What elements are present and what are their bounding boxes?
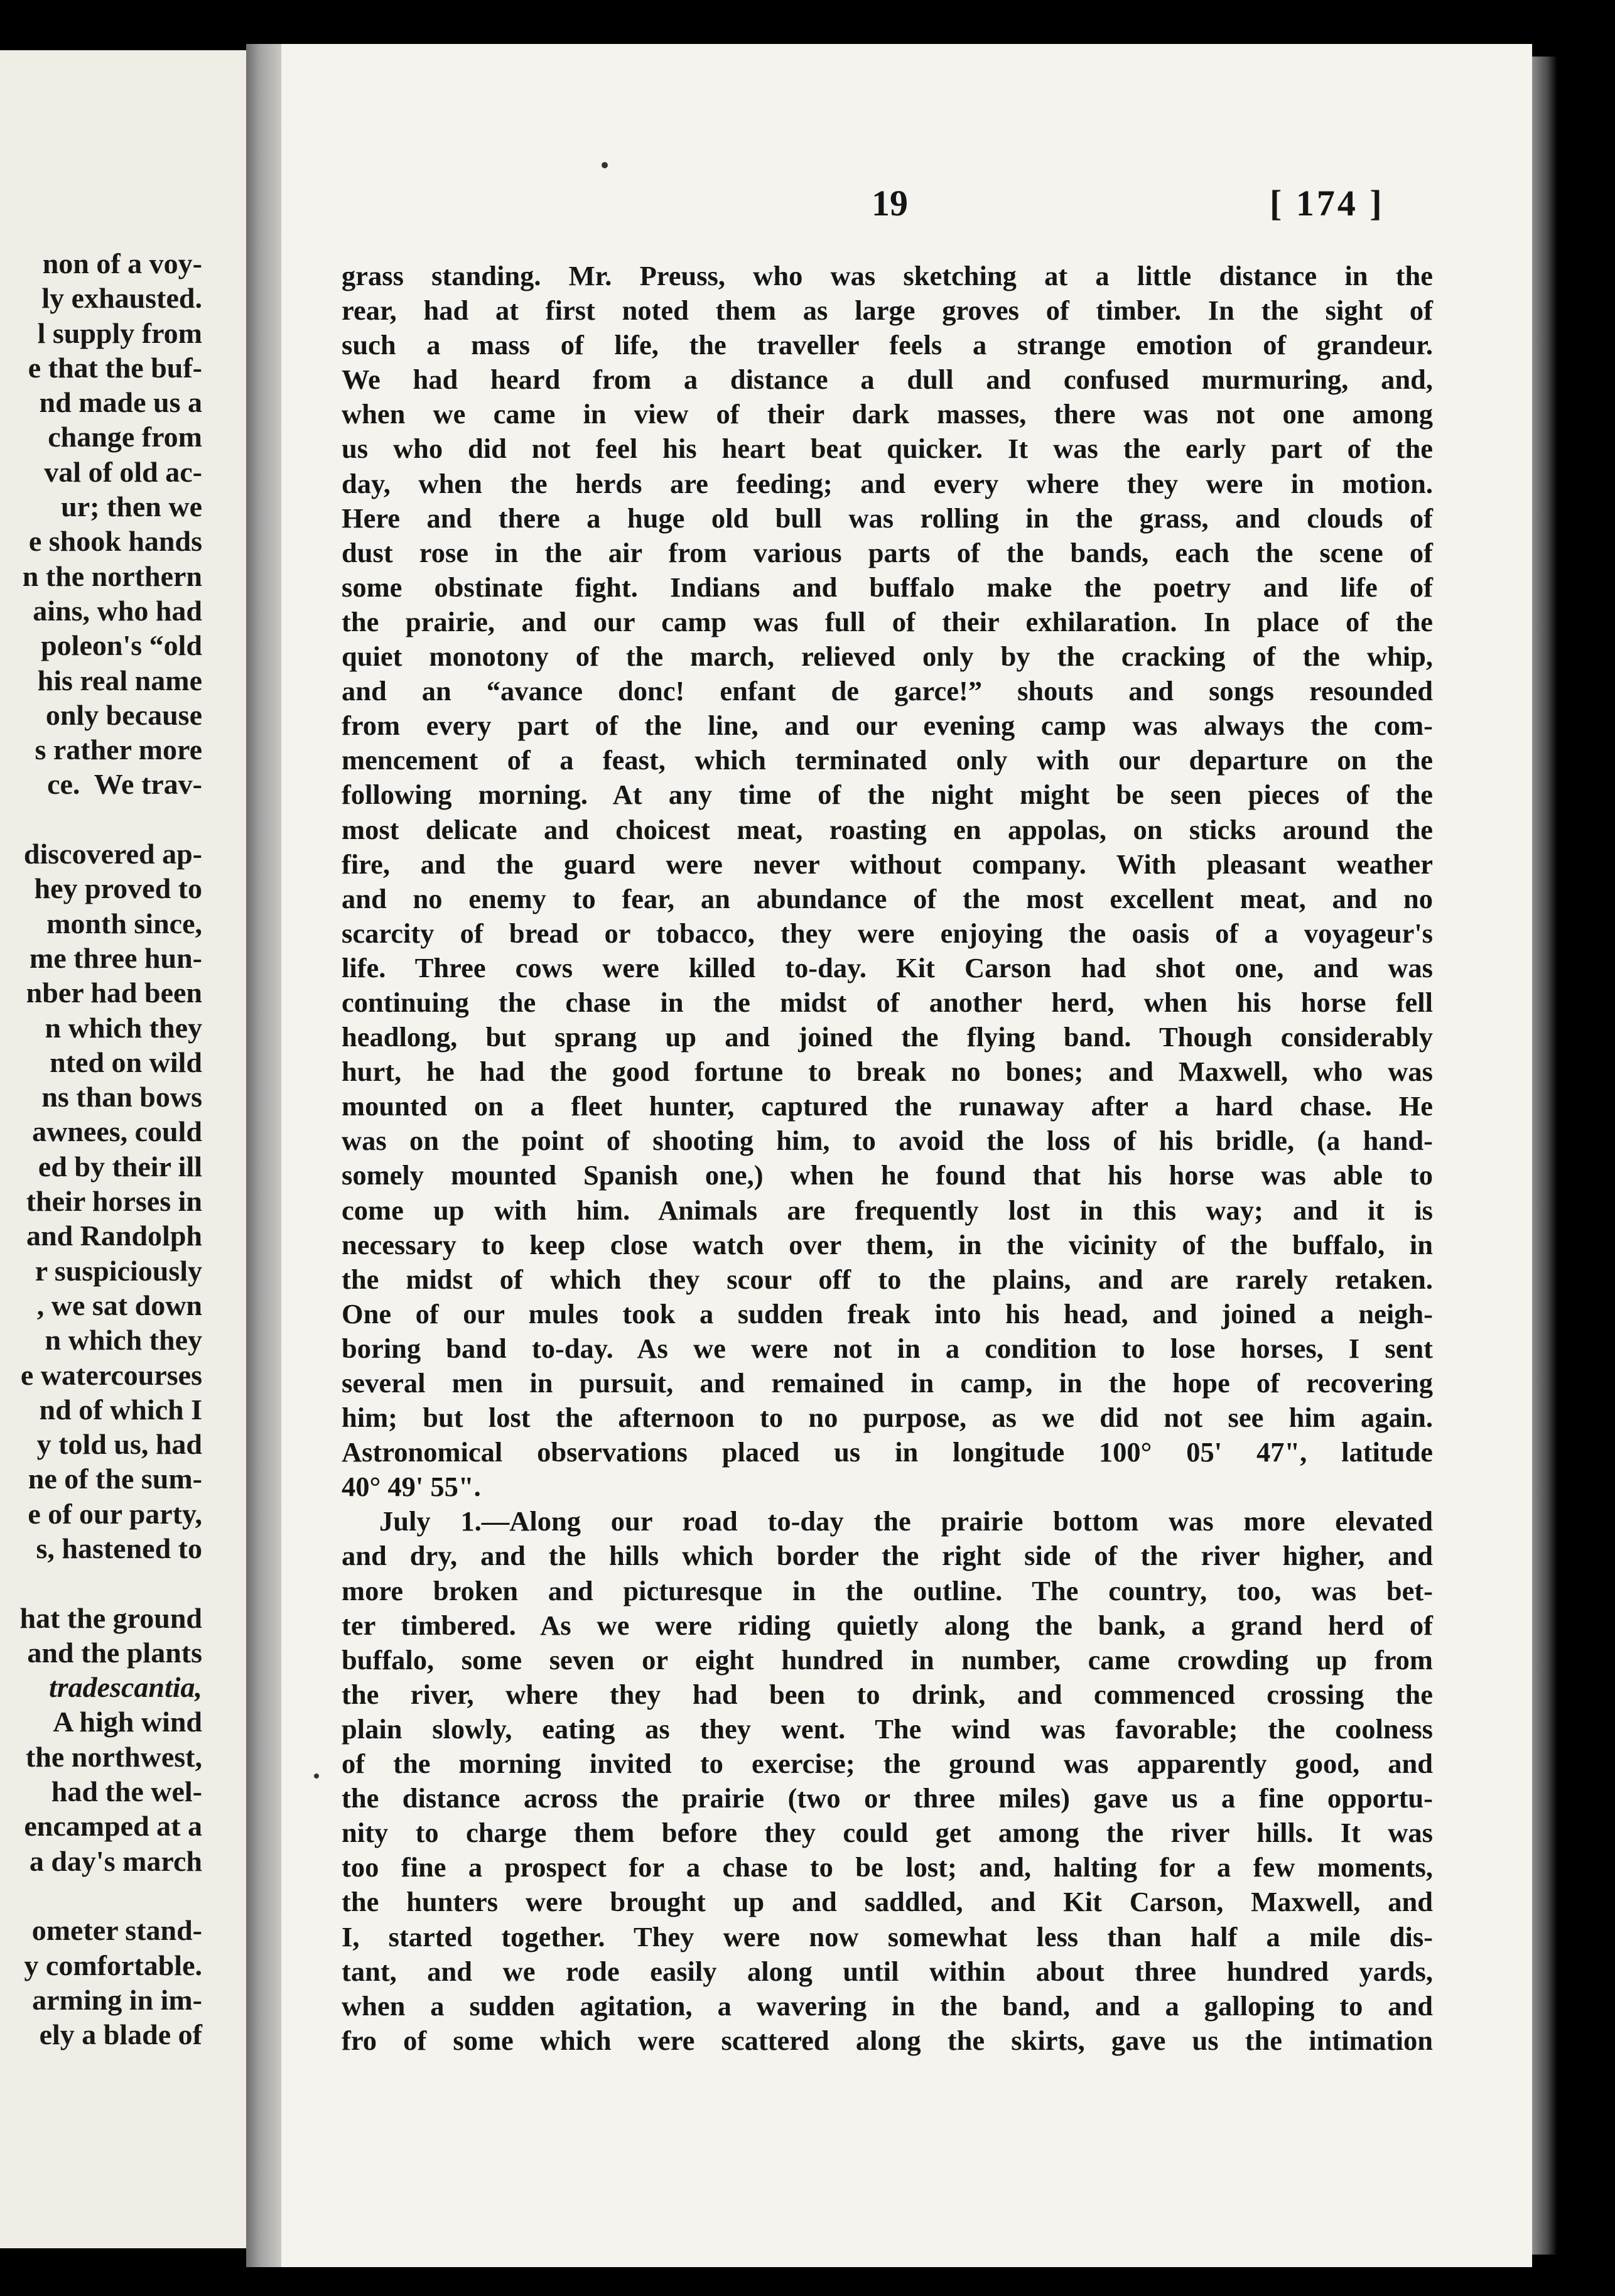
body-line: the midst of which they scour off to the plains, and are rarely retaken. (342, 1263, 1433, 1295)
body-line: boring band to-day. As we were not in a condition to lose horses, I sent (342, 1332, 1433, 1364)
page-edge (1532, 57, 1557, 2255)
body-line: fire, and the guard were never without company. With pleasant weather (342, 848, 1433, 880)
body-line: such a mass of life, the traveller feels a strange emotion of grandeur. (342, 329, 1433, 361)
facing-page-line: encamped at a (24, 1810, 202, 1843)
facing-page (0, 50, 246, 2248)
facing-page-line: ur; then we (61, 490, 202, 523)
body-line: and no enemy to fear, an abundance of the most excellent meat, and no (342, 882, 1433, 914)
facing-page-line: r suspiciously (35, 1254, 202, 1287)
body-line: July 1.—Along our road to-day the prairie bottom was more elevated (379, 1505, 1433, 1537)
body-line: the river, where they had been to drink, and commenced crossing the (342, 1678, 1433, 1710)
facing-page-line: s, hastened to (36, 1532, 202, 1564)
body-line: ter timbered. As we were riding quietly along the bank, a grand herd of (342, 1609, 1433, 1641)
ink-speck (314, 1773, 319, 1779)
facing-page-line: nd made us a (39, 386, 202, 419)
book-gutter (246, 44, 281, 2267)
facing-page-line: hat the ground (19, 1601, 202, 1634)
facing-page-line: ne of the sum- (28, 1463, 202, 1495)
body-line: Astronomical observations placed us in longitude 100° 05' 47", latitude (342, 1436, 1433, 1468)
facing-page-line: e that the buf- (28, 351, 202, 384)
plate-number: [ 174 ] (1270, 183, 1385, 224)
body-line: us who did not feel his heart beat quicker. It was the early part of the (342, 433, 1433, 465)
facing-page-line: s rather more (35, 734, 202, 766)
facing-page-line: arming in im- (32, 1983, 202, 2016)
body-line: mencement of a feast, which terminated only with our departure on the (342, 744, 1433, 776)
facing-page-line: n which they (45, 1011, 202, 1044)
facing-page-line: ed by their ill (38, 1150, 202, 1183)
body-line: 40° 49' 55". (342, 1471, 481, 1503)
body-line: from every part of the line, and our evening camp was always the com- (342, 710, 1433, 742)
body-line: mounted on a fleet hunter, captured the runaway after a hard chase. He (342, 1090, 1433, 1122)
body-line: grass standing. Mr. Preuss, who was sketching at a little distance in the (342, 260, 1433, 291)
body-line: more broken and picturesque in the outline. The country, too, was bet- (342, 1574, 1433, 1606)
facing-page-line: n which they (45, 1324, 202, 1356)
body-line: when we came in view of their dark masses, there was not one among (342, 398, 1433, 430)
body-line: I, started together. They were now somewhat less than half a mile dis- (342, 1920, 1433, 1952)
facing-page-line: , we sat down (36, 1289, 202, 1321)
facing-page-line (0, 1878, 202, 1913)
body-line: and an “avance donc! enfant de garce!” shouts and songs resounded (342, 675, 1433, 707)
facing-page-line: the northwest, (25, 1740, 202, 1773)
facing-page-line: e watercourses (20, 1358, 202, 1391)
facing-page-line: non of a voy- (42, 247, 202, 279)
facing-page-line: nber had been (26, 977, 202, 1009)
facing-page-line: ce. We trav- (47, 768, 202, 801)
body-line: We had heard from a distance a dull and confused murmuring, and, (342, 364, 1433, 396)
facing-page-line: discovered ap- (23, 838, 202, 870)
facing-page-line: only because (45, 698, 202, 731)
facing-page-line: nted on wild (50, 1046, 202, 1078)
page-number: 19 (872, 183, 908, 224)
facing-page-line: ometer stand- (31, 1914, 202, 1947)
body-line: him; but lost the afternoon to no purpose, as we did not see him again. (342, 1402, 1433, 1434)
body-line: most delicate and choicest meat, roasting en appolas, on sticks around the (342, 813, 1433, 845)
facing-page-line: had the wel- (51, 1775, 202, 1808)
body-line: day, when the herds are feeding; and every where they were in motion. (342, 467, 1433, 499)
body-line: and dry, and the hills which border the right side of the river higher, and (342, 1540, 1433, 1572)
facing-page-line: ns than bows (41, 1081, 202, 1113)
body-line: following morning. At any time of the night might be seen pieces of the (342, 779, 1433, 811)
body-line: of the morning invited to exercise; the ground was apparently good, and (342, 1748, 1433, 1780)
body-line: the prairie, and our camp was full of their exhilaration. In place of the (342, 605, 1433, 637)
facing-page-line: change from (48, 421, 202, 453)
facing-page-line: their horses in (26, 1185, 202, 1218)
facing-page-line: l supply from (37, 317, 202, 349)
body-line: life. Three cows were killed to-day. Kit Carson had shot one, and was (342, 951, 1433, 983)
facing-page-line: me three hun- (29, 941, 202, 974)
body-line: hurt, he had the good fortune to break no bones; and Maxwell, who was (342, 1056, 1433, 1088)
facing-page-line: val of old ac- (44, 455, 202, 488)
facing-page-line: e shook hands (28, 525, 202, 558)
body-line: too fine a prospect for a chase to be lost; and, halting for a few moments, (342, 1851, 1433, 1883)
body-line: somely mounted Spanish one,) when he found that his horse was able to (342, 1159, 1433, 1191)
body-line: headlong, but sprang up and joined the flying band. Though considerably (342, 1021, 1433, 1053)
facing-page-line: a day's march (29, 1844, 202, 1877)
ink-speck (602, 162, 608, 168)
facing-page-line (0, 802, 202, 837)
body-line: fro of some which were scattered along the skirts, gave us the intimation (342, 2024, 1433, 2056)
body-text (342, 259, 1433, 2058)
facing-page-line: awnees, could (32, 1115, 202, 1148)
body-line: buffalo, some seven or eight hundred in number, came crowding up from (342, 1643, 1433, 1676)
body-line: some obstinate fight. Indians and buffalo make the poetry and life of (342, 571, 1433, 603)
body-line: the hunters were brought up and saddled, and Kit Carson, Maxwell, and (342, 1886, 1433, 1918)
facing-page-line: e of our party, (28, 1497, 202, 1530)
facing-page-line: his real name (37, 664, 202, 696)
facing-page-line: y told us, had (36, 1428, 202, 1461)
body-line: rear, had at first noted them as large groves of timber. In the sight of (342, 295, 1433, 327)
body-line: plain slowly, eating as they went. The wind was favorable; the coolness (342, 1713, 1433, 1745)
body-line: the distance across the prairie (two or three miles) gave us a fine opportu- (342, 1782, 1433, 1814)
facing-page-line: tradescantia, (48, 1671, 202, 1704)
body-line: was on the point of shooting him, to avoid the loss of his bridle, (a hand- (342, 1125, 1433, 1157)
facing-page-line: ly exhausted. (41, 282, 202, 315)
body-line: nity to charge them before they could get among the river hills. It was (342, 1817, 1433, 1849)
body-line: scarcity of bread or tobacco, they were enjoying the oasis of a voyageur's (342, 917, 1433, 949)
facing-page-line: y comfortable. (24, 1949, 202, 1981)
body-line: come up with him. Animals are frequently lost in this way; and it is (342, 1194, 1433, 1226)
body-line: continuing the chase in the midst of another herd, when his horse fell (342, 986, 1433, 1018)
body-line: necessary to keep close watch over them, in the vicinity of the buffalo, in (342, 1228, 1433, 1260)
facing-page-line: nd of which I (39, 1393, 202, 1426)
facing-page-line: and the plants (27, 1636, 202, 1669)
facing-page-line: A high wind (53, 1706, 202, 1738)
facing-page-line: hey proved to (34, 872, 202, 905)
facing-page-line (0, 1566, 202, 1600)
body-line: several men in pursuit, and remained in camp, in the hope of recovering (342, 1367, 1433, 1399)
body-line: when a sudden agitation, a wavering in the band, and a galloping to and (342, 1990, 1433, 2022)
body-line: quiet monotony of the march, relieved only by the cracking of the whip, (342, 641, 1433, 673)
body-line: One of our mules took a sudden freak into his head, and joined a neigh- (342, 1297, 1433, 1329)
facing-page-line: poleon's “old (41, 629, 202, 662)
body-line: tant, and we rode easily along until within about three hundred yards, (342, 1955, 1433, 1987)
facing-page-line: month since, (46, 907, 202, 940)
facing-page-line: ely a blade of (39, 2018, 202, 2051)
facing-page-line: and Randolph (26, 1220, 202, 1252)
body-line: Here and there a huge old bull was rolling in the grass, and clouds of (342, 502, 1433, 534)
facing-page-line: ains, who had (33, 594, 202, 627)
facing-page-text (0, 246, 202, 2052)
facing-page-line: n the northern (22, 560, 202, 592)
body-line: dust rose in the air from various parts of the bands, each the scene of (342, 536, 1433, 568)
